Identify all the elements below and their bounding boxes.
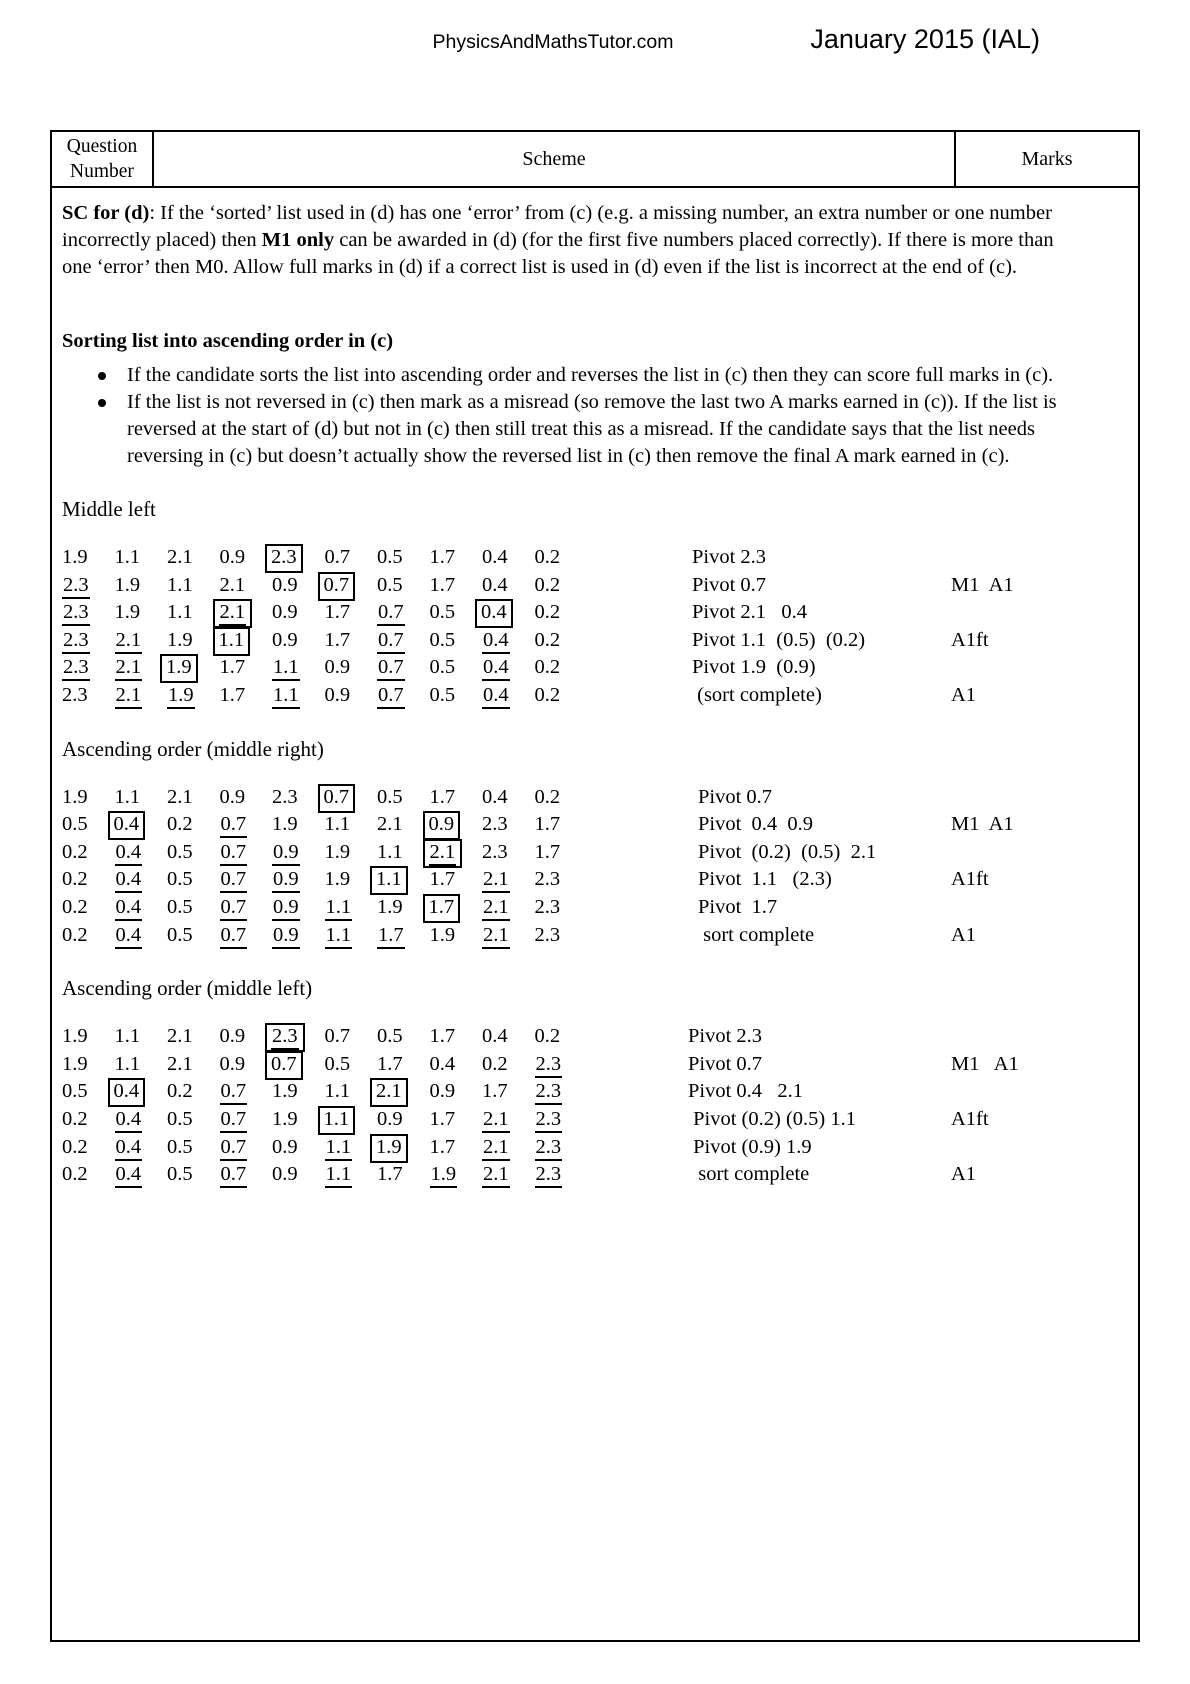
list-number: 1.1 bbox=[325, 1134, 378, 1161]
list-number bbox=[115, 811, 168, 840]
list-number: 0.7 bbox=[220, 1134, 273, 1161]
list-number: 0.4 bbox=[429, 1052, 456, 1075]
mark-label: A1ft bbox=[951, 868, 989, 891]
list-number: 2.1 bbox=[482, 1134, 535, 1161]
pivot-annotation: Pivot 0.4 0.9 bbox=[698, 813, 814, 836]
list-number: 1.9 bbox=[62, 546, 88, 568]
sort-row bbox=[62, 1051, 1138, 1079]
list-number: 2.1 bbox=[167, 1052, 193, 1075]
pivot-box: 0.4 bbox=[108, 1078, 146, 1107]
list-number: 0.7 bbox=[220, 839, 273, 866]
list-number bbox=[325, 784, 378, 813]
list-number: 2.3 bbox=[62, 683, 88, 706]
pivot-box: 1.1 bbox=[370, 866, 408, 895]
bullet-item bbox=[62, 389, 1082, 470]
list-number: 0.4 bbox=[115, 866, 168, 893]
sort-row bbox=[62, 1078, 1138, 1106]
list-number: 2.3 bbox=[535, 1106, 588, 1133]
bullet-text: If the list is not reversed in (c) then mark as a misread (so remove the last two A marks earned in (c)). If the list is reversed at the start of (d) but not in (c) then still treat this as a misread. If the candidate says that the list needs reversing in (c) but doesn’t actually show the reversed list in (c) then remove the final A mark earned in (c). bbox=[127, 391, 1057, 467]
list-number: 0.5 bbox=[167, 1135, 193, 1158]
list-number: 0.7 bbox=[324, 546, 351, 568]
list-number: 0.5 bbox=[377, 546, 403, 568]
list-number bbox=[377, 1078, 430, 1107]
mark-label: A1 bbox=[951, 683, 977, 706]
list-number: 1.9 bbox=[62, 785, 88, 808]
list-number: 1.9 bbox=[114, 601, 141, 624]
pivot-box: 0.7 bbox=[318, 784, 356, 813]
sort-row bbox=[62, 811, 1138, 839]
list-number: 0.5 bbox=[62, 813, 88, 836]
pivot-box: 0.4 bbox=[475, 599, 513, 628]
list-number: 0.5 bbox=[377, 1025, 403, 1048]
list-number: 2.3 bbox=[534, 895, 561, 918]
list-number: 1.9 bbox=[377, 895, 403, 918]
list-number: 1.7 bbox=[324, 628, 351, 651]
list-number: 0.2 bbox=[167, 1080, 193, 1103]
bullet-text: If the candidate sorts the list into ascending order and reverses the list in (c) then they can score full marks in (c). bbox=[127, 364, 1054, 386]
list-number: 0.7 bbox=[220, 1106, 273, 1133]
list-number bbox=[167, 654, 220, 683]
list-number: 0.2 bbox=[534, 601, 561, 624]
list-number: 0.4 bbox=[482, 1025, 508, 1048]
list-number: 0.2 bbox=[534, 1025, 561, 1048]
list-number: 2.3 bbox=[62, 654, 115, 681]
list-number: 1.1 bbox=[114, 1052, 141, 1075]
pivot-box: 0.9 bbox=[423, 811, 461, 840]
bullet-icon bbox=[98, 399, 106, 407]
list-number: 2.1 bbox=[377, 813, 403, 836]
list-number: 0.2 bbox=[62, 840, 88, 863]
list-number: 2.3 bbox=[535, 1134, 588, 1161]
block-label-middle-left: Middle left bbox=[62, 497, 156, 521]
list-number: 0.4 bbox=[482, 573, 508, 596]
pivot-box: 1.7 bbox=[423, 894, 461, 923]
question-header-line2: Number bbox=[70, 161, 134, 182]
list-number: 0.7 bbox=[324, 1025, 351, 1048]
list-number: 1.7 bbox=[482, 1080, 508, 1103]
list-number: 1.7 bbox=[534, 840, 561, 863]
list-number: 2.1 bbox=[482, 894, 535, 921]
header-cell-marks: Marks bbox=[1021, 147, 1073, 170]
sort-block-middle-left bbox=[62, 544, 1138, 710]
list-number: 0.4 bbox=[115, 1106, 168, 1133]
list-number: 2.3 bbox=[534, 868, 561, 891]
list-number: 1.7 bbox=[429, 546, 456, 568]
list-number: 0.9 bbox=[272, 839, 325, 866]
list-number: 0.4 bbox=[482, 682, 535, 709]
table-header-row bbox=[52, 132, 1138, 188]
sorting-heading: Sorting list into ascending order in (c) bbox=[62, 330, 394, 352]
list-number: 0.4 bbox=[482, 654, 535, 681]
list-number bbox=[325, 572, 378, 601]
sort-row bbox=[62, 839, 1138, 867]
list-number: 2.3 bbox=[482, 840, 508, 863]
bullet-item bbox=[62, 362, 1082, 389]
list-number: 1.7 bbox=[429, 1107, 456, 1130]
list-number: 0.9 bbox=[272, 628, 298, 651]
pivot-box: 0.7 bbox=[265, 1051, 303, 1080]
list-number: 1.7 bbox=[429, 785, 456, 808]
pivot-annotation: Pivot 2.3 bbox=[692, 546, 767, 568]
list-number: 1.7 bbox=[324, 601, 351, 624]
list-number: 0.7 bbox=[220, 894, 273, 921]
list-number: 0.9 bbox=[219, 785, 246, 808]
list-number: 0.2 bbox=[534, 628, 561, 651]
list-number: 0.2 bbox=[534, 683, 561, 706]
list-number: 2.3 bbox=[534, 923, 561, 946]
running-header bbox=[0, 0, 1190, 80]
block-label-ascending-middle-right: Ascending order (middle right) bbox=[62, 736, 324, 761]
list-number: 2.1 bbox=[167, 785, 193, 808]
header-cell-question-number bbox=[52, 132, 154, 186]
sc-note-text-1: : If the ‘sorted’ list used in (d) has one ‘error’ from (c) (e.g. a missing number, an extra number or one number incorrectly placed) then bbox=[62, 202, 1052, 251]
list-number bbox=[115, 1078, 168, 1107]
list-number bbox=[220, 627, 273, 656]
list-number: 2.3 bbox=[535, 1051, 588, 1078]
bullet-icon bbox=[98, 372, 106, 380]
list-number: 0.5 bbox=[167, 923, 193, 946]
list-number: 1.9 bbox=[114, 573, 141, 596]
header-cell-scheme: Scheme bbox=[154, 132, 956, 186]
list-number: 1.9 bbox=[62, 1025, 88, 1048]
list-number: 0.9 bbox=[272, 1163, 298, 1186]
list-number: 1.7 bbox=[429, 868, 456, 891]
list-number: 0.9 bbox=[272, 1135, 298, 1158]
list-number: 0.2 bbox=[62, 1163, 88, 1186]
list-number: 0.9 bbox=[324, 656, 351, 679]
list-number: 1.1 bbox=[324, 813, 351, 836]
list-number: 0.5 bbox=[167, 868, 193, 891]
list-number: 0.5 bbox=[167, 840, 193, 863]
list-number: 1.7 bbox=[219, 683, 246, 706]
list-number: 0.9 bbox=[272, 601, 298, 624]
special-case-note bbox=[62, 200, 1064, 281]
sort-row bbox=[62, 572, 1138, 600]
list-number: 0.4 bbox=[115, 922, 168, 949]
list-number: 0.4 bbox=[482, 785, 508, 808]
list-number: 1.1 bbox=[325, 894, 378, 921]
list-number: 2.1 bbox=[482, 866, 535, 893]
list-number bbox=[272, 544, 325, 573]
mark-label: M1 A1 bbox=[951, 573, 1014, 596]
list-number: 1.1 bbox=[325, 1161, 378, 1188]
list-number: 2.3 bbox=[535, 1161, 588, 1188]
sort-row bbox=[62, 627, 1138, 655]
pivot-box: 2.1 bbox=[423, 839, 463, 868]
sort-row bbox=[62, 922, 1138, 950]
sort-row bbox=[62, 654, 1138, 682]
pivot-annotation: (sort complete) bbox=[692, 683, 822, 706]
list-number bbox=[220, 599, 273, 628]
mark-label: A1 bbox=[951, 1163, 977, 1186]
list-number: 0.2 bbox=[62, 1135, 88, 1158]
list-number bbox=[377, 1134, 430, 1163]
list-number: 1.7 bbox=[377, 1052, 403, 1075]
list-number: 2.1 bbox=[482, 922, 535, 949]
list-number: 2.3 bbox=[62, 627, 115, 654]
sort-row bbox=[62, 544, 1138, 572]
list-number: 0.9 bbox=[219, 1052, 246, 1075]
list-number: 0.5 bbox=[429, 601, 456, 624]
list-number: 0.9 bbox=[272, 922, 325, 949]
block-label-ascending-middle-left: Ascending order (middle left) bbox=[62, 976, 313, 1001]
sort-row bbox=[62, 1106, 1138, 1134]
list-number: 0.9 bbox=[272, 894, 325, 921]
list-number: 1.7 bbox=[534, 813, 561, 836]
list-number: 1.7 bbox=[429, 1025, 456, 1048]
list-number: 0.9 bbox=[272, 573, 298, 596]
mark-label: M1 A1 bbox=[951, 813, 1014, 836]
list-number: 0.5 bbox=[429, 628, 456, 651]
list-number: 0.7 bbox=[220, 1078, 273, 1105]
sort-row bbox=[62, 1023, 1138, 1051]
list-number: 0.5 bbox=[377, 785, 403, 808]
list-number: 2.1 bbox=[482, 1161, 535, 1188]
pivot-box: 1.1 bbox=[213, 627, 251, 656]
list-number: 1.7 bbox=[377, 1163, 403, 1186]
list-number: 0.5 bbox=[167, 1163, 193, 1186]
list-number: 1.7 bbox=[429, 573, 456, 596]
sort-row bbox=[62, 1134, 1138, 1162]
sort-row bbox=[62, 599, 1138, 627]
list-number: 0.9 bbox=[219, 546, 246, 568]
list-number: 0.5 bbox=[324, 1052, 351, 1075]
list-number: 1.9 bbox=[429, 923, 456, 946]
pivot-box: 0.7 bbox=[318, 572, 356, 601]
list-number: 0.5 bbox=[167, 1107, 193, 1130]
list-number: 1.1 bbox=[114, 1025, 141, 1048]
list-number: 0.4 bbox=[115, 1134, 168, 1161]
pivot-annotation: sort complete bbox=[698, 923, 815, 946]
list-number: 1.9 bbox=[324, 840, 351, 863]
pivot-annotation: Pivot 0.4 2.1 bbox=[688, 1080, 804, 1103]
pivot-annotation: Pivot (0.2) (0.5) 2.1 bbox=[698, 840, 877, 863]
sc-note-text-2: can be awarded in (d) (for the first five numbers placed correctly). If there is more than one ‘error’ then M0. Allow full marks in (d) if a correct list is used in (d) even if the list is incorrect at the end of (c). bbox=[62, 229, 1054, 278]
list-number: 0.2 bbox=[534, 546, 561, 568]
list-number: 0.9 bbox=[219, 1025, 246, 1048]
list-number: 0.7 bbox=[220, 811, 273, 838]
session-title: January 2015 (IAL) bbox=[810, 24, 1040, 54]
list-number: 2.1 bbox=[115, 654, 168, 681]
list-number: 0.7 bbox=[377, 682, 430, 709]
pivot-annotation: Pivot 1.7 bbox=[698, 895, 778, 918]
list-number: 0.2 bbox=[167, 813, 193, 836]
pivot-box: 2.3 bbox=[265, 1023, 305, 1052]
sort-row bbox=[62, 1161, 1138, 1189]
list-number: 0.9 bbox=[429, 1080, 456, 1103]
list-number: 2.3 bbox=[535, 1078, 588, 1105]
list-number: 2.1 bbox=[167, 1025, 193, 1048]
list-number: 0.7 bbox=[377, 599, 430, 626]
site-label: PhysicsAndMathsTutor.com bbox=[432, 31, 674, 53]
list-number: 2.3 bbox=[482, 813, 508, 836]
list-number: 1.9 bbox=[62, 1052, 88, 1075]
list-number bbox=[430, 839, 483, 868]
list-number: 2.1 bbox=[219, 573, 246, 596]
list-number: 1.9 bbox=[272, 813, 298, 836]
mark-label: M1 A1 bbox=[951, 1052, 1019, 1075]
pivot-annotation: Pivot (0.2) (0.5) 1.1 bbox=[688, 1107, 856, 1130]
list-number: 0.5 bbox=[62, 1080, 88, 1103]
list-number: 1.9 bbox=[272, 1107, 298, 1130]
pivot-annotation: Pivot 0.7 bbox=[698, 785, 773, 808]
list-number: 1.7 bbox=[429, 1135, 456, 1158]
list-number bbox=[272, 1023, 325, 1052]
pivot-annotation: Pivot 0.7 bbox=[692, 573, 767, 596]
list-number: 1.9 bbox=[324, 868, 351, 891]
bullet-list bbox=[62, 362, 1064, 470]
list-number bbox=[430, 894, 483, 923]
list-number bbox=[272, 1051, 325, 1080]
list-number: 0.4 bbox=[482, 546, 508, 568]
sc-note-m1-only: M1 only bbox=[261, 229, 335, 251]
list-number: 0.7 bbox=[377, 654, 430, 681]
list-number: 0.9 bbox=[324, 683, 351, 706]
sort-row bbox=[62, 682, 1138, 710]
list-number: 1.1 bbox=[167, 573, 193, 596]
pivot-annotation: sort complete bbox=[688, 1163, 810, 1186]
pivot-annotation: Pivot 0.7 bbox=[688, 1052, 763, 1075]
list-number bbox=[482, 599, 535, 628]
sort-row bbox=[62, 894, 1138, 922]
pivot-annotation: Pivot 1.9 (0.9) bbox=[692, 656, 816, 679]
list-number: 1.1 bbox=[272, 654, 325, 681]
pivot-box: 2.3 bbox=[265, 544, 303, 573]
list-number: 0.2 bbox=[534, 785, 561, 808]
list-number bbox=[325, 1106, 378, 1135]
list-number: 0.5 bbox=[377, 573, 403, 596]
mark-label: A1 bbox=[951, 923, 977, 946]
pivot-box: 2.1 bbox=[213, 599, 253, 628]
list-number: 0.7 bbox=[220, 922, 273, 949]
pivot-annotation: Pivot 2.1 0.4 bbox=[692, 601, 808, 624]
sort-row bbox=[62, 866, 1138, 894]
list-number: 0.2 bbox=[62, 923, 88, 946]
list-number: 0.4 bbox=[115, 839, 168, 866]
list-number: 0.2 bbox=[534, 656, 561, 679]
list-number: 0.7 bbox=[377, 627, 430, 654]
list-number: 0.5 bbox=[167, 895, 193, 918]
list-number: 1.1 bbox=[324, 1080, 351, 1103]
list-number bbox=[430, 811, 483, 840]
sort-block-ascending-middle-left bbox=[62, 1023, 1138, 1189]
table-body-cell bbox=[52, 188, 1138, 1189]
list-number: 0.2 bbox=[62, 895, 88, 918]
list-number: 0.5 bbox=[429, 656, 456, 679]
pivot-box: 0.4 bbox=[108, 811, 146, 840]
list-number: 1.9 bbox=[272, 1080, 298, 1103]
list-number: 1.1 bbox=[377, 840, 403, 863]
list-number: 1.9 bbox=[430, 1161, 483, 1188]
mark-label: A1ft bbox=[951, 1107, 989, 1130]
pivot-box: 1.9 bbox=[160, 654, 198, 683]
list-number: 2.1 bbox=[482, 1106, 535, 1133]
pivot-box: 1.9 bbox=[370, 1134, 408, 1163]
pivot-box: 2.1 bbox=[370, 1078, 408, 1107]
list-number: 0.9 bbox=[377, 1107, 403, 1130]
list-number: 0.2 bbox=[482, 1052, 508, 1075]
list-number: 2.3 bbox=[62, 572, 115, 599]
pivot-annotation: Pivot (0.9) 1.9 bbox=[688, 1135, 812, 1158]
mark-label: A1ft bbox=[951, 628, 989, 651]
pivot-annotation: Pivot 1.1 (2.3) bbox=[698, 868, 832, 891]
list-number: 1.9 bbox=[167, 628, 193, 651]
question-header-line1: Question bbox=[66, 136, 138, 157]
list-number: 0.7 bbox=[220, 866, 273, 893]
sc-note-lead: SC for (d) bbox=[62, 202, 150, 224]
list-number: 1.7 bbox=[377, 922, 430, 949]
list-number: 0.9 bbox=[272, 866, 325, 893]
pivot-box: 1.1 bbox=[318, 1106, 356, 1135]
list-number: 1.9 bbox=[167, 682, 220, 709]
list-number: 0.4 bbox=[482, 627, 535, 654]
pivot-annotation: Pivot 1.1 (0.5) (0.2) bbox=[692, 628, 866, 651]
list-number: 1.1 bbox=[325, 922, 378, 949]
list-number: 1.1 bbox=[167, 601, 193, 624]
list-number: 0.7 bbox=[220, 1161, 273, 1188]
list-number: 1.1 bbox=[114, 785, 141, 808]
list-number: 1.7 bbox=[219, 656, 246, 679]
list-number: 2.1 bbox=[115, 682, 168, 709]
list-number: 0.2 bbox=[62, 868, 88, 891]
list-number: 0.2 bbox=[62, 1107, 88, 1130]
list-number: 2.1 bbox=[115, 627, 168, 654]
list-number: 0.4 bbox=[115, 1161, 168, 1188]
list-number bbox=[377, 866, 430, 895]
list-number: 2.1 bbox=[167, 546, 193, 568]
sort-row bbox=[62, 784, 1138, 812]
list-number: 0.5 bbox=[429, 683, 456, 706]
list-number: 0.2 bbox=[534, 573, 561, 596]
list-number: 0.4 bbox=[115, 894, 168, 921]
sort-block-ascending-middle-right bbox=[62, 784, 1138, 950]
list-number: 1.1 bbox=[114, 546, 141, 568]
list-number: 2.3 bbox=[272, 785, 298, 808]
list-number: 1.1 bbox=[272, 682, 325, 709]
mark-scheme-table bbox=[50, 130, 1140, 1642]
list-number: 2.3 bbox=[62, 599, 115, 626]
pivot-annotation: Pivot 2.3 bbox=[688, 1025, 763, 1048]
